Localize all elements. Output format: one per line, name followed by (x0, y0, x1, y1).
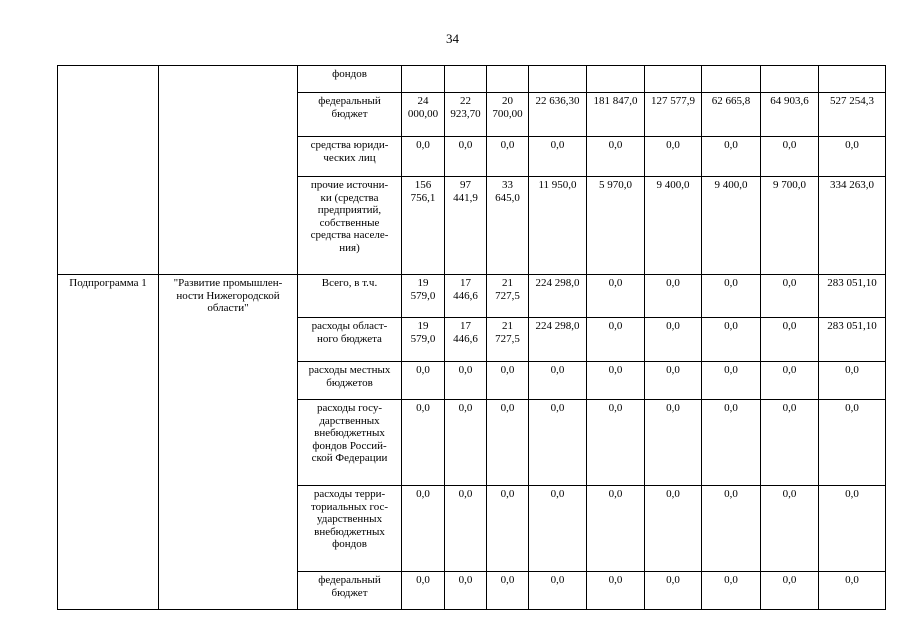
value-cell: 0,0 (819, 572, 886, 610)
value-cell: 0,0 (587, 362, 645, 400)
value-cell: 0,0 (702, 486, 761, 572)
value-cell: 0,0 (487, 572, 529, 610)
page-number: 34 (446, 31, 459, 46)
program-name-cell (58, 66, 159, 275)
value-cell: 0,0 (445, 400, 487, 486)
value-cell: 0,0 (445, 486, 487, 572)
value-cell (487, 66, 529, 93)
value-cell: 0,0 (587, 400, 645, 486)
value-cell: 19 579,0 (402, 318, 445, 362)
value-cell: 0,0 (402, 400, 445, 486)
value-cell: 0,0 (487, 400, 529, 486)
value-cell: 17 446,6 (445, 318, 487, 362)
source-label-cell: прочие источни- ки (средства предприятий, собственные средства населе- ния) (298, 177, 402, 275)
value-cell: 0,0 (402, 486, 445, 572)
budget-table-body (58, 66, 886, 610)
value-cell: 0,0 (645, 362, 702, 400)
value-cell: 0,0 (702, 137, 761, 177)
value-cell: 62 665,8 (702, 93, 761, 137)
value-cell: 0,0 (529, 572, 587, 610)
value-cell: 9 400,0 (702, 177, 761, 275)
value-cell: 0,0 (445, 362, 487, 400)
table-row (58, 66, 886, 93)
value-cell: 0,0 (819, 486, 886, 572)
value-cell: 0,0 (645, 318, 702, 362)
value-cell: 181 847,0 (587, 93, 645, 137)
value-cell: 283 051,10 (819, 318, 886, 362)
source-label-cell: расходы госу- дарственных внебюджетных фондов Россий- ской Федерации (298, 400, 402, 486)
value-cell: 19 579,0 (402, 275, 445, 318)
value-cell: 0,0 (587, 275, 645, 318)
value-cell: 21 727,5 (487, 275, 529, 318)
value-cell: 0,0 (761, 362, 819, 400)
table-row (58, 275, 886, 318)
value-cell: 0,0 (529, 137, 587, 177)
value-cell: 224 298,0 (529, 275, 587, 318)
source-label-cell: федеральный бюджет (298, 93, 402, 137)
value-cell: 283 051,10 (819, 275, 886, 318)
value-cell: 0,0 (761, 400, 819, 486)
source-label-cell: средства юриди- ческих лиц (298, 137, 402, 177)
value-cell: 21 727,5 (487, 318, 529, 362)
value-cell: 11 950,0 (529, 177, 587, 275)
value-cell: 0,0 (702, 572, 761, 610)
value-cell: 527 254,3 (819, 93, 886, 137)
value-cell: 0,0 (402, 137, 445, 177)
value-cell: 0,0 (645, 486, 702, 572)
value-cell: 0,0 (702, 318, 761, 362)
value-cell (761, 66, 819, 93)
value-cell: 0,0 (702, 400, 761, 486)
value-cell (645, 66, 702, 93)
budget-table (57, 65, 886, 610)
value-cell: 0,0 (645, 137, 702, 177)
source-label-cell: Всего, в т.ч. (298, 275, 402, 318)
value-cell: 0,0 (761, 486, 819, 572)
value-cell: 64 903,6 (761, 93, 819, 137)
value-cell: 24 000,00 (402, 93, 445, 137)
value-cell: 0,0 (587, 137, 645, 177)
value-cell: 127 577,9 (645, 93, 702, 137)
value-cell: 0,0 (529, 400, 587, 486)
value-cell: 33 645,0 (487, 177, 529, 275)
value-cell: 0,0 (445, 572, 487, 610)
source-label-cell: расходы местных бюджетов (298, 362, 402, 400)
value-cell: 334 263,0 (819, 177, 886, 275)
value-cell: 0,0 (645, 400, 702, 486)
source-label-cell: расходы област- ного бюджета (298, 318, 402, 362)
value-cell: 0,0 (819, 137, 886, 177)
value-cell: 0,0 (645, 275, 702, 318)
value-cell: 17 446,6 (445, 275, 487, 318)
value-cell: 0,0 (819, 400, 886, 486)
source-label-cell: расходы терри- ториальных гос- ударственных внебюджетных фондов (298, 486, 402, 572)
value-cell: 0,0 (645, 572, 702, 610)
value-cell: 5 970,0 (587, 177, 645, 275)
value-cell (819, 66, 886, 93)
value-cell: 0,0 (587, 486, 645, 572)
value-cell (529, 66, 587, 93)
source-label-cell: федеральный бюджет (298, 572, 402, 610)
value-cell: 0,0 (529, 362, 587, 400)
value-cell: 0,0 (402, 572, 445, 610)
value-cell: 0,0 (402, 362, 445, 400)
value-cell: 0,0 (702, 275, 761, 318)
value-cell: 0,0 (761, 275, 819, 318)
value-cell: 0,0 (587, 318, 645, 362)
value-cell: 97 441,9 (445, 177, 487, 275)
value-cell: 224 298,0 (529, 318, 587, 362)
value-cell: 0,0 (487, 362, 529, 400)
program-title-cell (159, 66, 298, 275)
value-cell: 22 636,30 (529, 93, 587, 137)
subprogram-title-cell: "Развитие промышлен- ности Нижегородской области" (159, 275, 298, 610)
value-cell: 22 923,70 (445, 93, 487, 137)
value-cell: 0,0 (587, 572, 645, 610)
source-label-cell: фондов (298, 66, 402, 93)
value-cell: 9 400,0 (645, 177, 702, 275)
value-cell: 0,0 (487, 486, 529, 572)
value-cell: 0,0 (487, 137, 529, 177)
value-cell: 156 756,1 (402, 177, 445, 275)
value-cell: 0,0 (702, 362, 761, 400)
value-cell: 0,0 (761, 318, 819, 362)
value-cell (587, 66, 645, 93)
value-cell (702, 66, 761, 93)
value-cell: 9 700,0 (761, 177, 819, 275)
value-cell (445, 66, 487, 93)
value-cell: 0,0 (761, 572, 819, 610)
value-cell: 0,0 (529, 486, 587, 572)
value-cell: 0,0 (445, 137, 487, 177)
value-cell: 0,0 (761, 137, 819, 177)
subprogram-name-cell: Подпрограмма 1 (58, 275, 159, 610)
value-cell: 20 700,00 (487, 93, 529, 137)
value-cell (402, 66, 445, 93)
value-cell: 0,0 (819, 362, 886, 400)
